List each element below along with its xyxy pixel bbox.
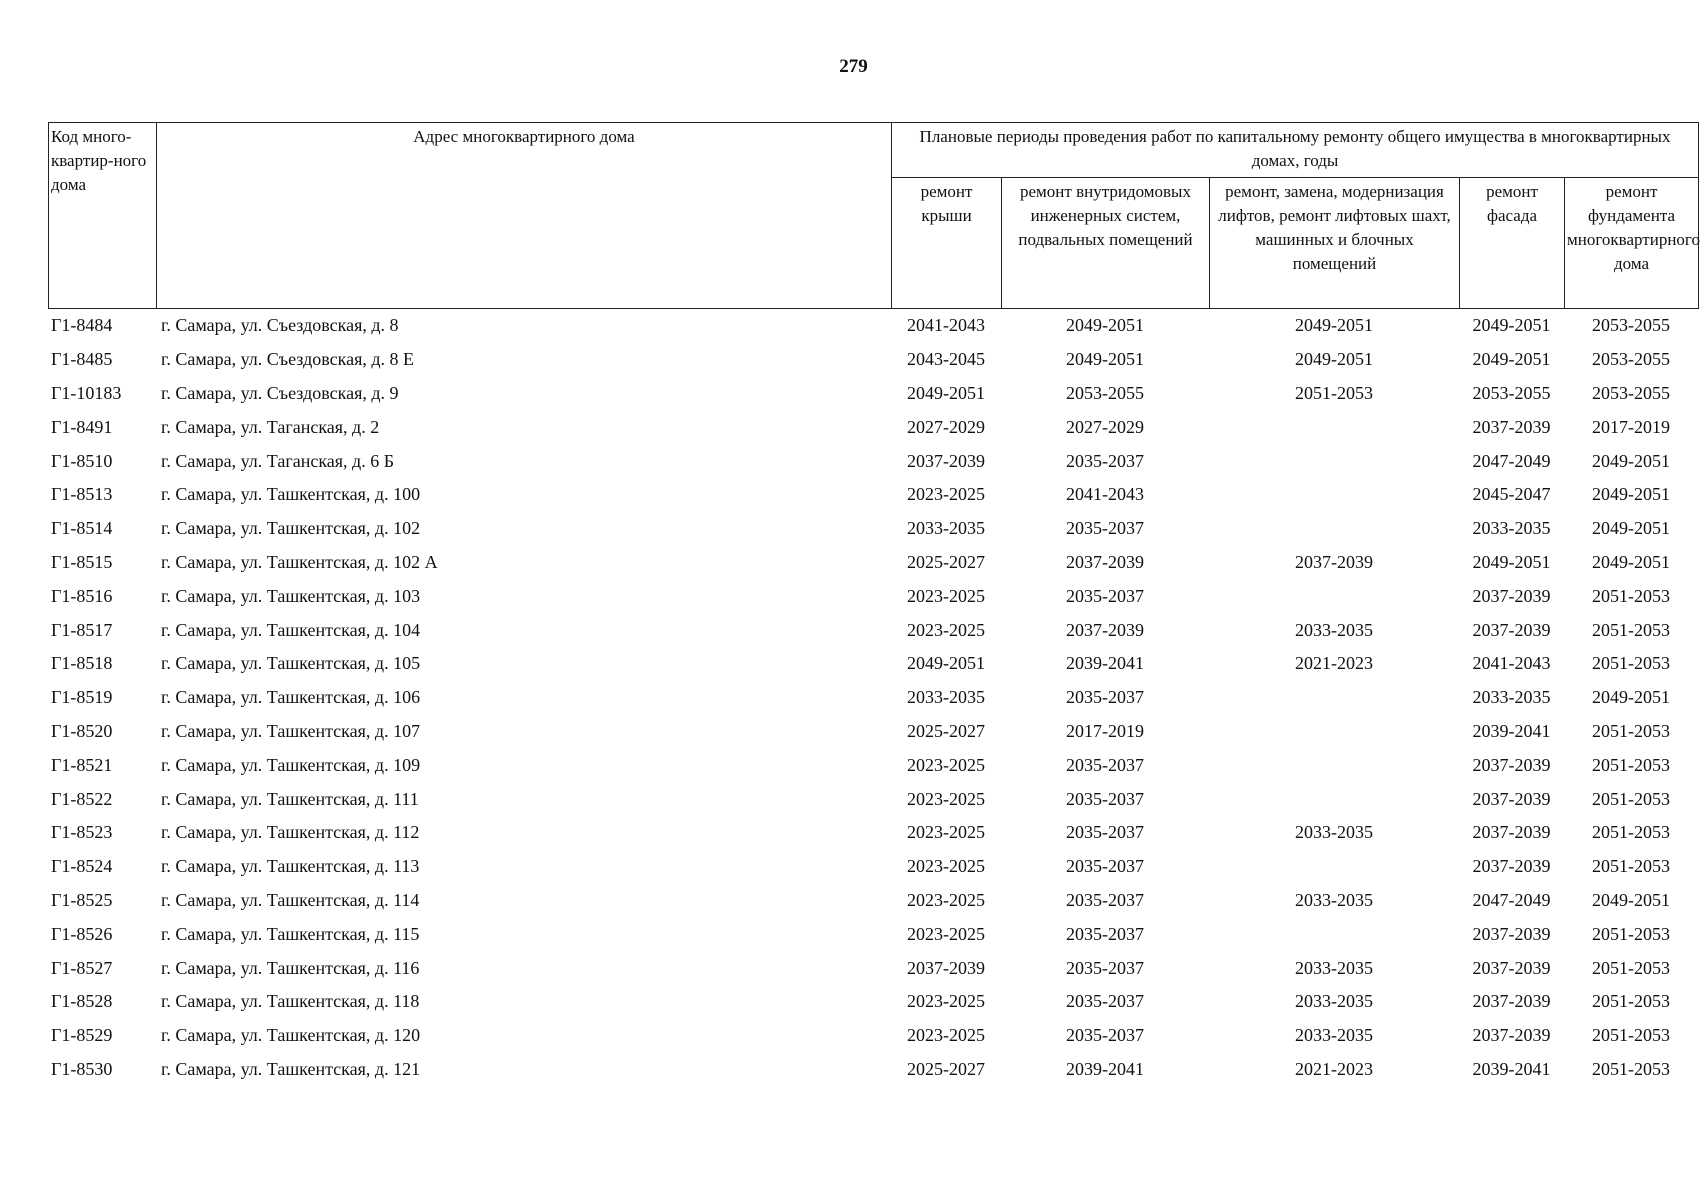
row-foundation: 2051-2053	[1592, 1025, 1670, 1046]
row-roof: 2033-2035	[907, 687, 985, 708]
row-code: Г1-8528	[51, 991, 113, 1012]
row-code: Г1-8523	[51, 822, 113, 843]
row-facade: 2037-2039	[1472, 822, 1551, 843]
row-foundation: 2051-2053	[1592, 585, 1670, 606]
row-facade: 2037-2039	[1472, 416, 1551, 437]
row-facade: 2037-2039	[1472, 585, 1551, 606]
row-engineering: 2035-2037	[1066, 957, 1144, 978]
row-lifts: 2037-2039	[1295, 551, 1373, 572]
row-roof: 2043-2045	[907, 349, 985, 370]
row-engineering: 2039-2041	[1066, 653, 1144, 674]
row-foundation: 2051-2053	[1592, 1058, 1670, 1079]
row-lifts: 2033-2035	[1295, 1025, 1373, 1046]
row-lifts: 2033-2035	[1295, 619, 1373, 640]
row-roof: 2023-2025	[907, 788, 985, 809]
row-lifts: 2033-2035	[1295, 822, 1373, 843]
row-code: Г1-8520	[51, 720, 113, 741]
table-row	[48, 512, 1698, 546]
row-address: г. Самара, ул. Ташкентская, д. 118	[161, 991, 420, 1012]
table-row	[48, 1019, 1698, 1053]
row-facade: 2039-2041	[1472, 720, 1551, 741]
row-lifts: 2021-2023	[1295, 653, 1373, 674]
row-roof: 2023-2025	[907, 619, 985, 640]
row-code: Г1-8519	[51, 687, 113, 708]
row-foundation: 2049-2051	[1592, 551, 1670, 572]
table-row	[48, 647, 1698, 681]
row-code: Г1-8513	[51, 484, 113, 505]
row-roof: 2023-2025	[907, 889, 985, 910]
row-code: Г1-8515	[51, 551, 113, 572]
header-foundation: ремонт фундамента многоквартирного дома	[1565, 178, 1699, 309]
row-facade: 2037-2039	[1472, 856, 1551, 877]
row-address: г. Самара, ул. Ташкентская, д. 113	[161, 856, 420, 877]
table-row	[48, 917, 1698, 951]
table-row	[48, 444, 1698, 478]
row-facade: 2037-2039	[1472, 1025, 1551, 1046]
row-roof: 2023-2025	[907, 754, 985, 775]
header-periods: Плановые периоды проведения работ по капитальному ремонту общего имущества в многоквартирных домах, годы	[892, 123, 1699, 178]
row-roof: 2023-2025	[907, 484, 985, 505]
row-lifts: 2021-2023	[1295, 1058, 1373, 1079]
row-engineering: 2035-2037	[1066, 450, 1144, 471]
row-foundation: 2053-2055	[1592, 315, 1670, 336]
row-facade: 2037-2039	[1472, 619, 1551, 640]
row-facade: 2037-2039	[1472, 991, 1551, 1012]
row-engineering: 2035-2037	[1066, 856, 1144, 877]
row-lifts: 2033-2035	[1295, 991, 1373, 1012]
row-lifts: 2051-2053	[1295, 382, 1373, 403]
row-code: Г1-8517	[51, 619, 113, 640]
table-row	[48, 377, 1698, 411]
row-roof: 2023-2025	[907, 1025, 985, 1046]
table-row	[48, 715, 1698, 749]
row-foundation: 2051-2053	[1592, 957, 1670, 978]
row-lifts: 2033-2035	[1295, 957, 1373, 978]
row-lifts: 2033-2035	[1295, 889, 1373, 910]
row-facade: 2033-2035	[1472, 687, 1551, 708]
row-engineering: 2035-2037	[1066, 585, 1144, 606]
row-facade: 2033-2035	[1472, 518, 1551, 539]
row-engineering: 2035-2037	[1066, 889, 1144, 910]
row-foundation: 2051-2053	[1592, 923, 1670, 944]
row-address: г. Самара, ул. Ташкентская, д. 114	[161, 889, 420, 910]
row-code: Г1-8525	[51, 889, 113, 910]
row-address: г. Самара, ул. Ташкентская, д. 111	[161, 788, 419, 809]
row-foundation: 2051-2053	[1592, 619, 1670, 640]
row-code: Г1-8521	[51, 754, 113, 775]
row-address: г. Самара, ул. Ташкентская, д. 100	[161, 484, 421, 505]
row-roof: 2037-2039	[907, 450, 985, 471]
row-engineering: 2037-2039	[1066, 551, 1144, 572]
row-foundation: 2051-2053	[1592, 856, 1670, 877]
row-engineering: 2035-2037	[1066, 754, 1144, 775]
table-row	[48, 951, 1698, 985]
row-engineering: 2017-2019	[1066, 720, 1144, 741]
row-code: Г1-8510	[51, 450, 113, 471]
row-foundation: 2049-2051	[1592, 518, 1670, 539]
row-engineering: 2035-2037	[1066, 822, 1144, 843]
row-foundation: 2049-2051	[1592, 889, 1670, 910]
table-row	[48, 343, 1698, 377]
table-row	[48, 985, 1698, 1019]
table-row	[48, 309, 1698, 343]
table-row	[48, 613, 1698, 647]
row-address: г. Самара, ул. Ташкентская, д. 104	[161, 619, 421, 640]
row-address: г. Самара, ул. Ташкентская, д. 121	[161, 1058, 421, 1079]
row-facade: 2053-2055	[1472, 382, 1551, 403]
row-address: г. Самара, ул. Ташкентская, д. 112	[161, 822, 420, 843]
row-roof: 2027-2029	[907, 416, 985, 437]
row-roof: 2033-2035	[907, 518, 985, 539]
row-address: г. Самара, ул. Ташкентская, д. 115	[161, 923, 420, 944]
table-row	[48, 782, 1698, 816]
row-foundation: 2051-2053	[1592, 754, 1670, 775]
table-header	[48, 122, 1699, 309]
row-foundation: 2051-2053	[1592, 720, 1670, 741]
page-number: 279	[839, 56, 868, 77]
row-roof: 2041-2043	[907, 315, 985, 336]
row-facade: 2037-2039	[1472, 788, 1551, 809]
row-facade: 2041-2043	[1472, 653, 1551, 674]
row-foundation: 2049-2051	[1592, 687, 1670, 708]
row-code: Г1-8516	[51, 585, 113, 606]
table-row	[48, 850, 1698, 884]
row-code: Г1-10183	[51, 382, 122, 403]
row-lifts: 2049-2051	[1295, 315, 1373, 336]
row-roof: 2023-2025	[907, 822, 985, 843]
row-foundation: 2051-2053	[1592, 653, 1670, 674]
row-code: Г1-8527	[51, 957, 113, 978]
row-address: г. Самара, ул. Ташкентская, д. 102	[161, 518, 421, 539]
table-row	[48, 410, 1698, 444]
row-engineering: 2035-2037	[1066, 788, 1144, 809]
row-roof: 2025-2027	[907, 1058, 985, 1079]
row-address: г. Самара, ул. Съездовская, д. 9	[161, 382, 399, 403]
row-engineering: 2027-2029	[1066, 416, 1144, 437]
row-address: г. Самара, ул. Ташкентская, д. 106	[161, 687, 421, 708]
table-row	[48, 478, 1698, 512]
row-facade: 2037-2039	[1472, 957, 1551, 978]
row-engineering: 2049-2051	[1066, 315, 1144, 336]
row-foundation: 2017-2019	[1592, 416, 1670, 437]
row-foundation: 2051-2053	[1592, 822, 1670, 843]
row-address: г. Самара, ул. Съездовская, д. 8	[161, 315, 399, 336]
row-engineering: 2035-2037	[1066, 923, 1144, 944]
header-lifts: ремонт, замена, модернизация лифтов, ремонт лифтовых шахт, машинных и блочных помещений	[1210, 178, 1460, 309]
row-facade: 2049-2051	[1472, 349, 1551, 370]
row-roof: 2049-2051	[907, 382, 985, 403]
row-code: Г1-8484	[51, 315, 113, 336]
row-code: Г1-8514	[51, 518, 113, 539]
row-roof: 2023-2025	[907, 856, 985, 877]
row-roof: 2025-2027	[907, 720, 985, 741]
row-engineering: 2039-2041	[1066, 1058, 1144, 1079]
row-code: Г1-8518	[51, 653, 113, 674]
row-address: г. Самара, ул. Ташкентская, д. 116	[161, 957, 420, 978]
row-facade: 2039-2041	[1472, 1058, 1551, 1079]
row-address: г. Самара, ул. Ташкентская, д. 105	[161, 653, 421, 674]
row-facade: 2047-2049	[1472, 889, 1551, 910]
row-foundation: 2053-2055	[1592, 349, 1670, 370]
capital-repair-table	[48, 122, 1698, 1086]
row-roof: 2023-2025	[907, 923, 985, 944]
table-row	[48, 884, 1698, 918]
row-facade: 2037-2039	[1472, 923, 1551, 944]
row-facade: 2049-2051	[1472, 315, 1551, 336]
row-code: Г1-8485	[51, 349, 113, 370]
table-row	[48, 681, 1698, 715]
row-lifts: 2049-2051	[1295, 349, 1373, 370]
table-row	[48, 816, 1698, 850]
header-roof: ремонт крыши	[892, 178, 1002, 309]
row-engineering: 2053-2055	[1066, 382, 1144, 403]
row-foundation: 2053-2055	[1592, 382, 1670, 403]
row-roof: 2037-2039	[907, 957, 985, 978]
row-roof: 2049-2051	[907, 653, 985, 674]
row-foundation: 2051-2053	[1592, 991, 1670, 1012]
row-address: г. Самара, ул. Таганская, д. 6 Б	[161, 450, 395, 471]
row-foundation: 2051-2053	[1592, 788, 1670, 809]
row-address: г. Самара, ул. Съездовская, д. 8 Е	[161, 349, 415, 370]
row-facade: 2037-2039	[1472, 754, 1551, 775]
table-row	[48, 748, 1698, 782]
row-engineering: 2035-2037	[1066, 1025, 1144, 1046]
table-row	[48, 546, 1698, 580]
header-address: Адрес многоквартирного дома	[157, 123, 892, 309]
row-engineering: 2035-2037	[1066, 518, 1144, 539]
row-code: Г1-8526	[51, 923, 113, 944]
row-code: Г1-8524	[51, 856, 113, 877]
row-address: г. Самара, ул. Таганская, д. 2	[161, 416, 380, 437]
row-facade: 2045-2047	[1472, 484, 1551, 505]
row-engineering: 2049-2051	[1066, 349, 1144, 370]
table-row	[48, 1053, 1698, 1087]
header-engineering: ремонт внутридомовых инженерных систем, подвальных помещений	[1002, 178, 1210, 309]
row-address: г. Самара, ул. Ташкентская, д. 103	[161, 585, 421, 606]
row-address: г. Самара, ул. Ташкентская, д. 107	[161, 720, 421, 741]
row-roof: 2025-2027	[907, 551, 985, 572]
row-engineering: 2035-2037	[1066, 991, 1144, 1012]
row-facade: 2049-2051	[1472, 551, 1551, 572]
row-address: г. Самара, ул. Ташкентская, д. 120	[161, 1025, 421, 1046]
row-engineering: 2037-2039	[1066, 619, 1144, 640]
row-foundation: 2049-2051	[1592, 484, 1670, 505]
header-facade: ремонт фасада	[1460, 178, 1565, 309]
row-foundation: 2049-2051	[1592, 450, 1670, 471]
table-row	[48, 579, 1698, 613]
row-facade: 2047-2049	[1472, 450, 1551, 471]
row-address: г. Самара, ул. Ташкентская, д. 109	[161, 754, 421, 775]
row-address: г. Самара, ул. Ташкентская, д. 102 А	[161, 551, 438, 572]
row-code: Г1-8522	[51, 788, 113, 809]
row-code: Г1-8530	[51, 1058, 113, 1079]
row-engineering: 2035-2037	[1066, 687, 1144, 708]
row-code: Г1-8529	[51, 1025, 113, 1046]
table-body	[48, 309, 1698, 1086]
row-roof: 2023-2025	[907, 991, 985, 1012]
row-engineering: 2041-2043	[1066, 484, 1144, 505]
row-code: Г1-8491	[51, 416, 113, 437]
header-code: Код много-квартир-ного дома	[49, 123, 157, 309]
row-roof: 2023-2025	[907, 585, 985, 606]
